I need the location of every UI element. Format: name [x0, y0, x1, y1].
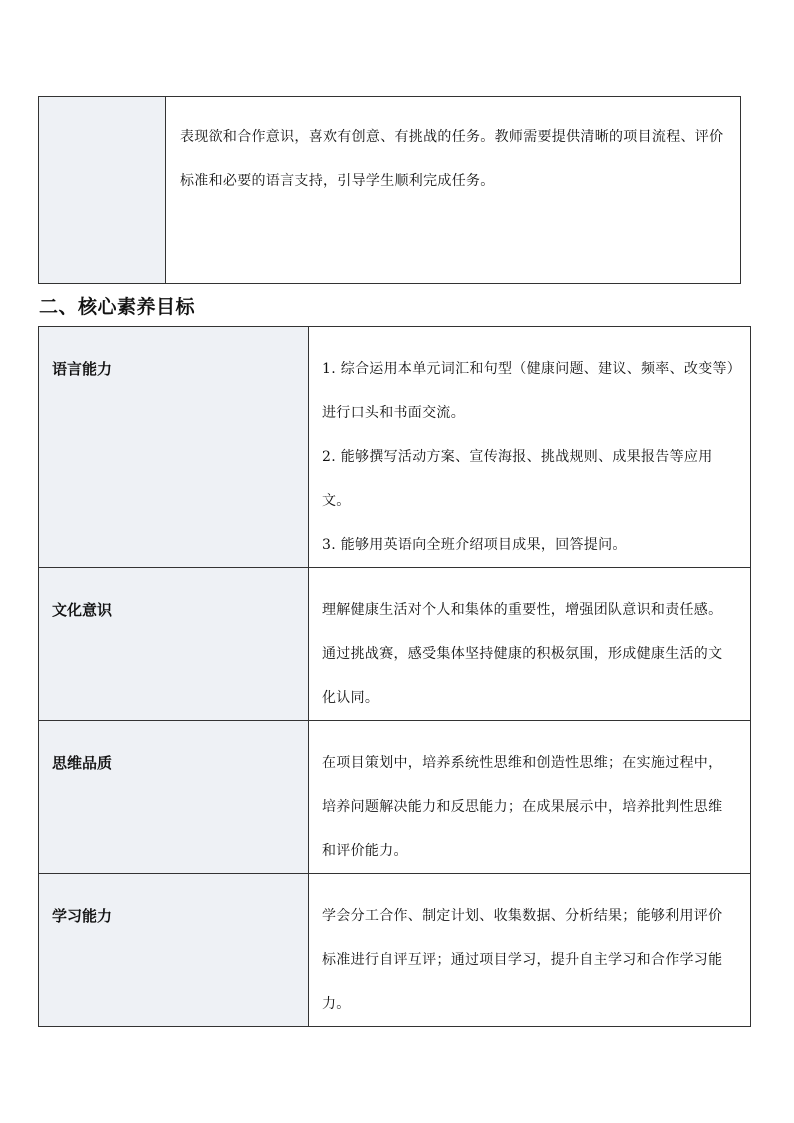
label-cell-empty [39, 97, 166, 284]
previous-section-table [38, 96, 741, 284]
goal-line: 3. 能够用英语向全班介绍项目成果，回答提问。 [322, 537, 627, 553]
core-competency-table [38, 326, 751, 1027]
goal-line: 2. 能够撰写活动方案、宣传海报、挑战规则、成果报告等应用文。 [322, 449, 713, 509]
goal-description [309, 874, 751, 1027]
paragraph-text: 表现欲和合作意识，喜欢有创意、有挑战的任务。教师需要提供清晰的项目流程、评价标准和必要的语言支持，引导学生顺利完成任务。 [180, 129, 724, 189]
goal-name: 学习能力 [39, 874, 309, 1027]
table-row [39, 874, 751, 1027]
goal-line: 1. 综合运用本单元词汇和句型（健康问题、建议、频率、改变等）进行口头和书面交流。 [322, 361, 735, 421]
goal-name: 语言能力 [39, 327, 309, 568]
goal-description [309, 568, 751, 721]
table-row [39, 721, 751, 874]
goal-name: 文化意识 [39, 568, 309, 721]
goal-description [309, 327, 751, 568]
table-row [39, 97, 741, 284]
goal-description [309, 721, 751, 874]
table-row [39, 568, 751, 721]
goal-line: 在项目策划中，培养系统性思维和创造性思维；在实施过程中，培养问题解决能力和反思能力；在成果展示中，培养批判性思维和评价能力。 [322, 755, 723, 859]
goal-line: 学会分工合作、制定计划、收集数据、分析结果；能够利用评价标准进行自评互评；通过项目学习，提升自主学习和合作学习能力。 [322, 908, 723, 1012]
section-title: 二、核心素养目标 [39, 296, 196, 318]
goal-name: 思维品质 [39, 721, 309, 874]
table-row [39, 327, 751, 568]
content-cell [166, 97, 741, 284]
goal-line: 理解健康生活对个人和集体的重要性，增强团队意识和责任感。通过挑战赛，感受集体坚持健康的积极氛围，形成健康生活的文化认同。 [322, 602, 723, 706]
